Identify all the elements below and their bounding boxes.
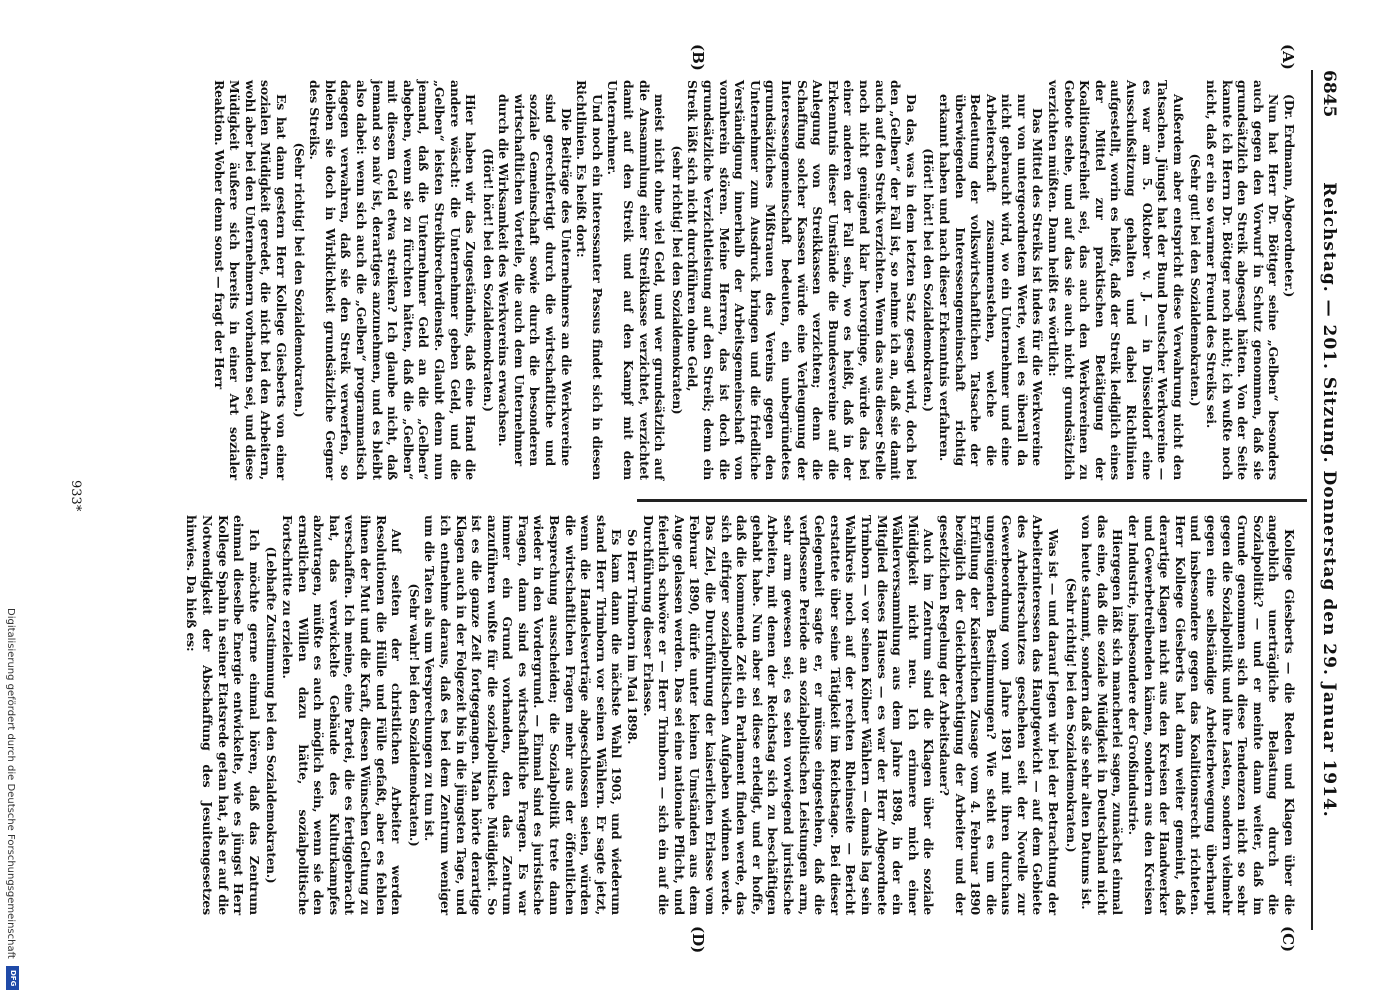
paragraph: Und noch ein interessanter Passus findet sich in diesen Richtlinien. Es heißt dort: — [574, 80, 605, 480]
interjection: (Sehr richtig! bei den Sozialdemokraten.) — [291, 142, 306, 418]
paragraph: Nun hat Herr Dr. Böttger seine „Gelben“ besonders auch gegen den Vorwurf in Schutz genommen, daß sie grundsätzlich den Streik abgesagt hätten. Von der Seite kannte ich Herrn Dr. Böttger noch nicht; ich wußte noch nicht, daß er ein so warmer Freund des Streiks sei. — [1204, 80, 1282, 480]
margin-marker-b: (B) — [689, 44, 707, 71]
paragraph: Die Beiträge des Unternehmers an die Werkvereine sind gerechtfertigt durch die wirtschaftliche und soziale Gemeinschaft sowie durch die besonderen wirtschaftlichen Vorteile, die auch dem Unternehmer durch die Wirksamkeit des Werkvereins erwachsen. — [496, 94, 574, 466]
margin-marker-d: (D) — [689, 926, 707, 954]
interjection: (Hört! hört! bei den Sozialdemokraten.) — [480, 148, 495, 412]
interjection: (Lebhafte Zustimmung bei den Sozialdemokraten.) — [264, 546, 279, 884]
paragraph: Es hat dann gestern Herr Kollege Giesberts von einer sozialen Müdigkeit geredet, die nicht bei den Arbeitern, wohl aber bei den Unternehmern vorhanden sei, und diese Müdigkeit äußere sich bereits in einer Art sozialer Reaktion. Woher denn sonst — fragt der Herr — [211, 80, 289, 480]
interjection: (sehr richtig! bei den Sozialdemokraten) — [669, 145, 684, 415]
paragraph: Ich möchte gerne einmal hören, daß das Zentrum einmal dieselbe Energie entwickelte, wie es jüngst Herr Kollege Spahn in seiner Etatsrede getan hat, als er auf die Notwendigkeit der Abschaffung des Jesuitengesetzes hinwies. Da hieß es: — [184, 515, 262, 915]
page-title: Reichstag. — 201. Sitzung. Donnerstag den 29. Januar 1914. — [1319, 182, 1339, 818]
paragraph: Auch im Zentrum sind die Klagen über die soziale Müdigkeit nicht neu. Ich erinnere mich einer Wählerversammlung aus dem Jahre 1898, in der ein Mitglied dieses Hauses — es war der Herr Abgeordnete Trimborn — vor seinen Kölner Wählern — damals lag sein Wahlkreis noch auf der rechten Rheinseite — Bericht erstattete über seine Tätigkeit im Reichstage. Bei dieser Gelegenheit sagte er, er müsse eingestehen, daß die verflossene Periode an sozialpolitischen Leistungen arm, sehr arm gewesen sei; es seien vorwiegend juristische Arbeiten, mit denen der Reichstag sich zu beschäftigen gehabt habe. Nun aber sei diese erledigt, und er hoffe, daß die kommende Zeit ein Parlament finden werde, das sich eifriger sozialpolitischen Aufgaben widmen werde. Das Ziel, die Durchführung der kaiserlichen Erlasse vom Februar 1890, dürfe unter keinen Umständen aus dem Auge gelassen werden. Das sei eine nationale Pflicht, und feierlich schwöre er — Herr Trimborn — sich ein auf die Durchführung dieser Erlasse. — [640, 515, 937, 915]
paragraph: Auf seiten der christlichen Arbeiter werden Resolutionen die Hülle und Fülle gefaßt, aber es fehlen ihnen der Mut und die Kraft, diesen Wünschen Geltung zu verschaffen. Ich meine, eine Partei, die es fertiggebracht hat, das verwickelte Gebäude des Kulturkampfes abzutragen, müßte es auch möglich sein, wenn sie den ernstlichen Willen dazu hätte, sozialpolitische Fortschritte zu erzielen. — [280, 515, 405, 915]
paragraph: Außerdem aber entspricht diese Verwahrung nicht den Tatsachen. Jüngst hat der Bund Deutscher Werkvereine — es war am 5. Oktober v. J. — in Düsseldorf eine Ausschußsitzung gehalten und dabei Richtlinien aufgestellt, worin es heißt, daß der Streik lediglich eines der Mittel zur praktischen Betätigung der Koalitionsfreiheit sei, das auch den Werkvereinen zu Gebote stehe, und auf das sie auch nicht grundsätzlich verzichten müßten. Dann heißt es wörtlich: — [1046, 80, 1186, 480]
paragraph: Hier haben wir das Zugeständnis, daß eine Hand die andere wäscht: die Unternehmer geben Geld, und die „Gelben“ leisten Streikbrecherdienste. Glaubt denn nun jemand, daß die Unternehmer Geld an die „Gelben“ abgeben, wenn sie zu fürchten hätten, daß die „Gelben“ mit diesem Geld etwa streiken? Ich glaube nicht, daß jemand so naiv ist, derartiges anzunehmen, und es bleibt also dabei: wenn sich auch die „Gelben“ programmatisch dagegen verwahren, daß sie den Streik verwerfen, so bleiben sie doch in Wirklichkeit grundsätzliche Gegner des Streiks. — [307, 80, 479, 480]
paragraph: Da das, was in dem letzten Satz gesagt wird, doch bei den „Gelben“ der Fall ist, so nehme ich an, daß sie damit auch auf den Streik verzichten. Wenn das aus dieser Stelle noch nicht genügend klar hervorginge, würde das bei einer anderen der Fall sein, wo es heißt, daß in der Erkenntnis dieser Umstände die Bundesvereine auf die Anlegung von Streikkassen verzichten; denn die Schaffung solcher Kassen würde eine Verleugnung der Interessengemeinschaft bedeuten, ein unbegründetes grundsätzliches Mißtrauen des Vereins gegen den Unternehmer zum Ausdruck bringen und die friedliche Verständigung innerhalb der Arbeitsgemeinschaft von vornherein stören. Meine Herren, das ist doch die grundsätzliche Verzichtleistung auf den Streik; denn ein Streik läßt sich nicht durchführen ohne Geld, — [685, 80, 919, 480]
paragraph: Hiergegen läßt sich mancherlei sagen, zunächst einmal das eine, daß die soziale Müdigkeit in Deutschland nicht von heute stammt, sondern daß sie sehr alten Datums ist. — [1079, 515, 1126, 915]
interjection: (Sehr gut! bei den Sozialdemokraten.) — [1188, 153, 1203, 407]
digitization-credit: Digitalisierung gefördert durch die Deutsche Forschungsgemeinschaft — [5, 608, 16, 959]
paragraph: Es kam dann die nächste Wahl 1903, und wiederum stand Herr Trimborn vor seinen Wählern. Er sagte jetzt, wenn die Handelsverträge abgeschlossen seien, würden die wirtschaftlichen Fragen mehr aus der öffentlichen Besprechung ausscheiden; die Sozialpolitik trete dann wieder in den Vordergrund. — Einmal sind es juristische Fragen, dann sind es wirtschaftliche Fragen. Es war immer ein Grund vorhanden, den das Zentrum anzuführen wußte für die sozialpolitische Müdigkeit. So ist es die ganze Zeit fortgegangen. Man hörte derartige Klagen auch in der Folgezeit bis in die jüngsten Tage, und ich entnehme daraus, daß es bei dem Zentrum weniger um die Taten als um Versprechungen zu tun ist. — [422, 515, 625, 915]
paragraph: meist nicht ohne viel Geld, und wer grundsätzlich auf die Ansammlung einer Streikkasse verzichtet, verzichtet damit auf den Streik und auf den Kampf mit dem Unternehmer. — [605, 80, 668, 480]
page-footer-id: 933* — [68, 480, 83, 512]
digitization-strip — [4, 0, 20, 1000]
interjection: (Sehr richtig! bei den Sozialdemokraten.) — [1063, 577, 1078, 853]
margin-marker-a: (A) — [1279, 44, 1297, 70]
interjection: (Hört! hört! bei den Sozialdemokraten.) — [921, 148, 936, 412]
paragraph: (Dr. Erdmann, Abgeordneter.) — [1282, 94, 1297, 298]
left-column — [211, 80, 1297, 480]
page-number: 6845 — [1319, 70, 1339, 118]
dfg-logo: DFG — [6, 966, 19, 990]
paragraph: Was ist — und darauf legen wir bei der Betrachtung der Arbeiterinteressen das Hauptgewicht — auf dem Gebiete des Arbeiterschutzes geschehen seit der Novelle zur Gewerbeordnung vom Jahre 1891 mit ihren durchaus ungenügenden Bestimmungen? Wie steht es um die Erfüllung der Kaiserlichen Zusage vom 4. Februar 1890 bezüglich der Gleichberechtigung der Arbeiter und der gesetzlichen Regelung der Arbeitsdauer? — [936, 515, 1062, 915]
interjection: (Sehr wahr! bei den Sozialdemokraten.) — [406, 583, 421, 847]
right-column — [184, 515, 1297, 915]
margin-marker-c: (C) — [1279, 926, 1297, 953]
column-divider — [637, 499, 1307, 502]
paragraph: Das Mittel des Streiks ist indes für die Werkvereine nur von untergeordnetem Werte, weil es überall da nicht gebraucht wird, wo ein Unternehmer und eine Arbeiterschaft zusammenstehen, welche die Bedeutung der volkswirtschaftlichen Tatsache der überwiegenden Interessengemeinschaft richtig erkannt haben und nach dieser Erkenntnis verfahren. — [936, 94, 1046, 466]
paragraph: Kollege Giesberts — die Reden und Klagen über die angeblich unerträgliche Belastung durch die Sozialpolitik? — und er meinte dann weiter, daß im Grunde genommen sich diese Tendenzen nicht so sehr gegen die Sozialpolitik und ihre Lasten, sondern vielmehr gegen eine selbständige Arbeiterbewegung überhaupt und insbesondere gegen das Koalitionsrecht richteten. Herr Kollege Giesberts hat dann weiter gemeint, daß derartige Klagen nicht aus den Kreisen der Handwerker und Gewerbetreibenden kämen, sondern aus den Kreisen der Industrie, insbesondere der Großindustrie. — [1126, 515, 1297, 915]
page-header — [1311, 70, 1343, 930]
paragraph: So Herr Trimborn im Mai 1898. — [625, 529, 641, 745]
